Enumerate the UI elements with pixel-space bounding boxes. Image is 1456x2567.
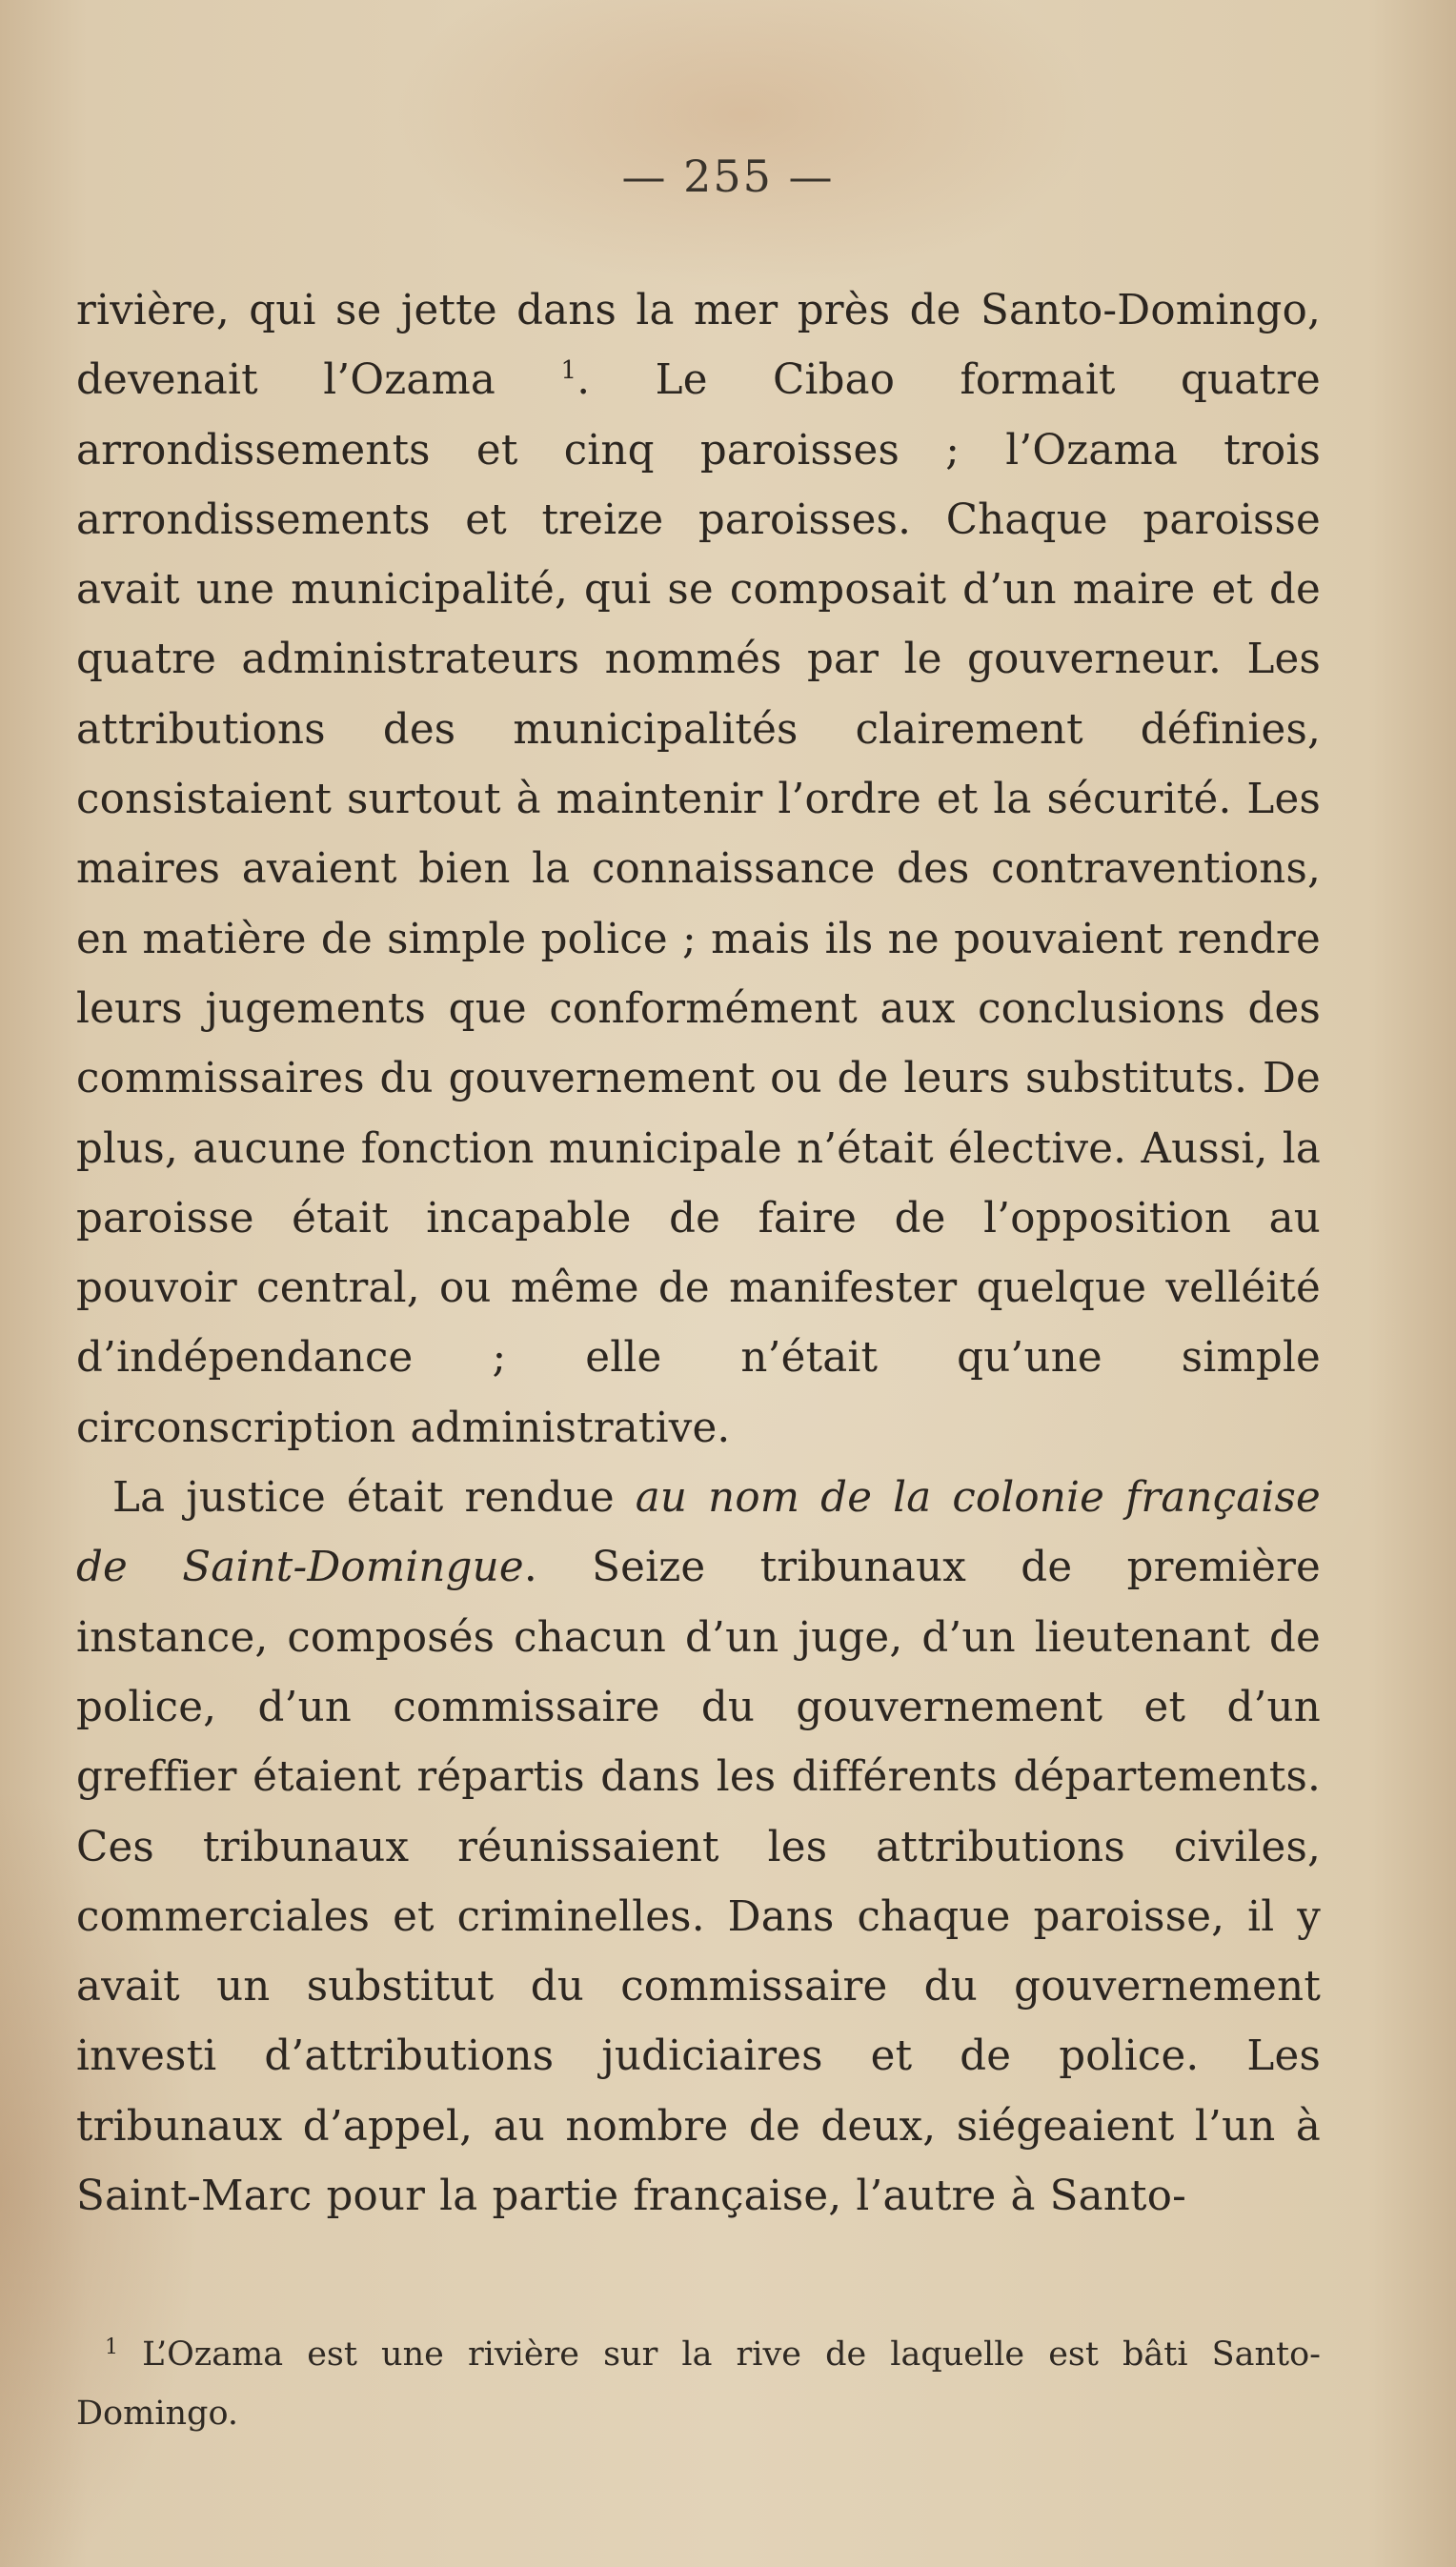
paragraph-2 (76, 1464, 1321, 2232)
italic-phrase: au nom de la colonie française de Saint-Domingue (76, 1474, 1322, 1592)
paragraph-2-text-end: . Seize tribunaux de première instance, composés chacun d’un juge, d’un lieutenant de police, d’un commissaire du gouvernement et d’un greffier étaient répartis dans les différents départements. Ces tribunaux réunissaient les attributions civiles, commerciales et criminelles. Dans chaque paroisse, il y avait un substitut du commissaire du gouvernement investi d’attributions judiciaires et de police. Les tribunaux d’appel, au nombre de deux, siégeaient l’un à Saint-Marc pour la partie française, l’autre à Santo- (76, 1544, 1322, 2221)
page-number: — 255 — (621, 151, 835, 202)
footnote-text: L’Ozama est une rivière sur la rive de laquelle est bâti Santo-Domingo. (76, 2335, 1321, 2433)
footnote-reference: 1 (560, 356, 577, 386)
footnote (76, 2325, 1321, 2443)
paragraph-1-text-end: . Le Cibao formait quatre arrondissements et cinq paroisses ; l’Ozama trois arrondissements et treize paroisses. Chaque paroisse avait une municipalité, qui se composait d’un maire et de quatre administrateurs nommés par le gouverneur. Les attributions des municipalités clairement définies, consistaient surtout à maintenir l’ordre et la sécurité. Les maires avaient bien la connaissance des contraventions, en matière de simple police ; mais ils ne pouvaient rendre leurs jugements que conformément aux conclusions des commissaires du gouvernement ou de leurs substituts. De plus, aucune fonction municipale n’était élective. Aussi, la paroisse était incapable de faire de l’opposition au pouvoir central, ou même de manifester quelque velléité d’indépendance ; elle n’était qu’une simple circonscription administrative. (76, 356, 1322, 1452)
paragraph-2-text-start: La justice était rendue (112, 1474, 636, 1523)
paragraph-1 (76, 276, 1321, 1464)
footnote-marker: 1 (105, 2335, 118, 2359)
paragraph-1-text-start: rivière, qui se jette dans la mer près de Santo-Domingo, devenait l’Ozama (76, 287, 1321, 405)
body-text (76, 276, 1321, 2232)
